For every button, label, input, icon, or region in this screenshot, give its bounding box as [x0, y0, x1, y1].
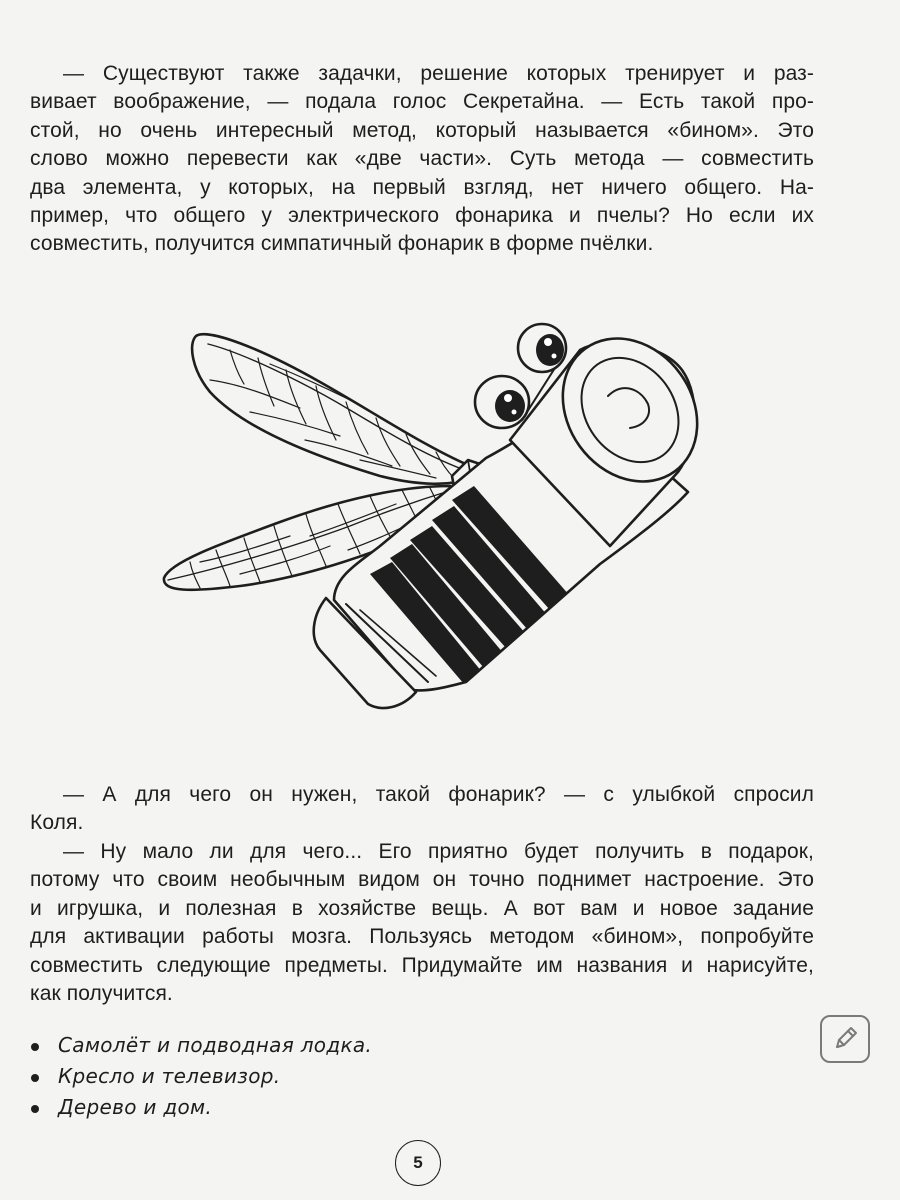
text-line: как получится. — [30, 982, 173, 1006]
pencil-badge — [820, 1015, 870, 1063]
text-line: совместить, получится симпатичный фонарик в форме пчёлки. — [30, 232, 654, 256]
task-item: Кресло и телевизор. — [28, 1061, 628, 1092]
text-line: — Ну мало ли для чего... Его приятно будет получить в подарок, — [63, 840, 814, 863]
text-line: — А для чего он нужен, такой фонарик? — с улыбкой спросил — [63, 783, 814, 806]
task-paragraph — [30, 838, 814, 1008]
bee-flashlight-illustration — [130, 300, 730, 720]
task-list — [28, 1030, 628, 1123]
text-line: пример, что общего у электрического фонарика и пчелы? Но если их — [30, 204, 814, 228]
text-line: Коля. — [30, 811, 84, 835]
text-line: слово можно перевести как «две части». Суть метода — совместить — [30, 147, 814, 171]
text-line: потому что своим необычным видом он точно поднимет настроение. Это — [30, 868, 814, 892]
pencil-icon — [830, 1024, 860, 1054]
text-line: и игрушка, и полезная в хозяйстве вещь. А вот вам и новое задание — [30, 896, 814, 920]
eye-top — [518, 324, 566, 372]
text-line: стой, но очень интересный метод, который называется «бином». Это — [30, 118, 814, 142]
task-item: Дерево и дом. — [28, 1092, 628, 1123]
intro-paragraph — [30, 60, 814, 259]
kolya-question-paragraph — [30, 781, 814, 838]
page-number: 5 — [395, 1140, 441, 1186]
text-line: для активации работы мозга. Пользуясь методом «бином», попробуйте — [30, 925, 814, 949]
eye-bottom — [475, 376, 529, 428]
text-line: два элемента, у которых, на первый взгляд, нет ничего общего. На- — [30, 175, 814, 199]
text-line: совместить следующие предметы. Придумайте им названия и нарисуйте, — [30, 953, 814, 977]
upper-wing — [192, 334, 475, 484]
text-line: вивает воображение, — подала голос Секретайна. — Есть такой про- — [30, 90, 814, 114]
text-line: — Существуют также задачки, решение которых тренирует и раз- — [63, 62, 814, 85]
task-item: Самолёт и подводная лодка. — [28, 1030, 628, 1061]
